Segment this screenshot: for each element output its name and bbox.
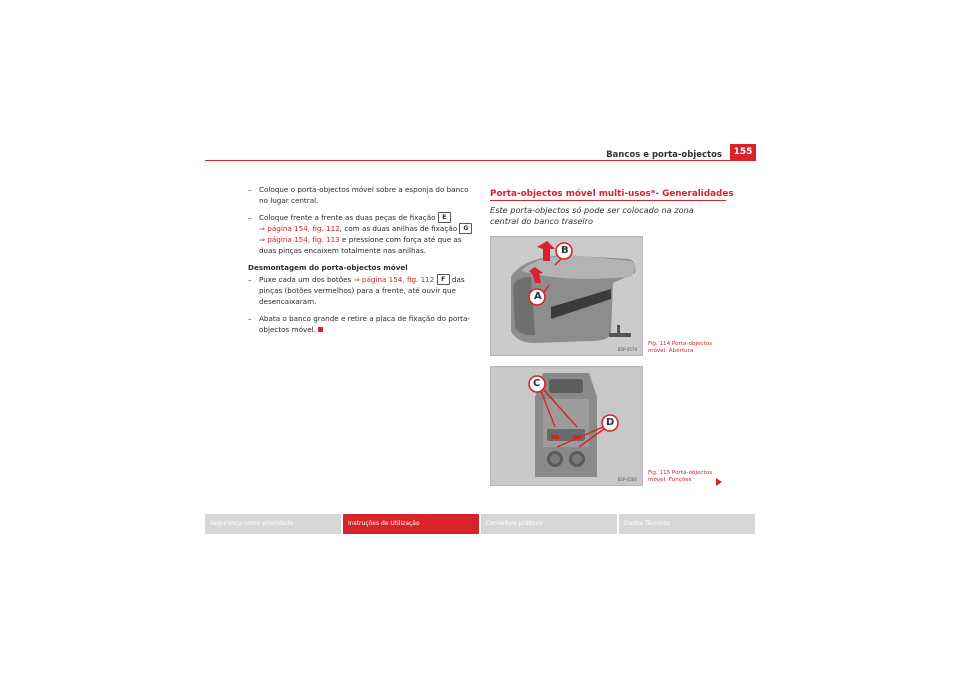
figure-callout-c: C [533,378,541,389]
tab-instrucoes[interactable]: Instruções de Utilização [343,514,479,534]
page-link[interactable]: ⇒ página 154, fig. 112 [259,224,340,233]
callout-badge-e: E [438,212,451,223]
section-intro: Este porta-objectos só pode ser colocado na zona central do banco traseiro [490,205,694,226]
armrest-top-view-illustration [491,367,642,485]
tab-seguranca[interactable]: Segurança como prioridade [205,514,341,534]
page-link[interactable]: ⇒ página 154, fig. 113 [259,235,340,244]
step-item: – Puxe cada um dos botões ⇒ página 154, fig. 112 F das pinças (botões vermelhos) para a frente, até ouvir que desencaixaram. [248,275,465,306]
figure-114-caption: Fig. 114 Porta-objectos móvel. Abertura [648,341,713,354]
figure-code: B5P-0579 [617,347,637,352]
instructions-column [248,184,476,341]
section-rule [490,200,726,201]
subheading: Desmontagem do porta-objectos móvel [248,263,408,272]
step-text: , com as duas anilhas de fixação [339,224,458,233]
step-text: Coloque o porta-objectos móvel sobre a esponja do banco no lugar central. [259,185,469,205]
step-text: e pressione com força até que as duas pinças encaixem totalmente nas anilhas. [259,235,462,255]
figure-code: B5P-0580 [617,477,637,482]
tab-conselhos[interactable]: Conselhos práticos [481,514,617,534]
tab-dados-tecnicos[interactable]: Dados Técnicos [619,514,755,534]
page-number: 155 [730,144,756,160]
step-text: Puxe cada um dos botões [259,275,354,284]
step-item: – Coloque o porta-objectos móvel sobre a esponja do banco no lugar central. [248,185,469,205]
figure-115-image [490,366,643,486]
figure-115-caption: Fig. 115 Porta-objectos móvel. Funções [648,470,713,483]
step-item: – Abata o banco grande e retire a placa de fixação do porta-objectos móvel. [248,314,470,334]
page-link[interactable]: ⇒ página 154, fig. 112 [353,275,435,284]
step-item: – Coloque frente a frente as duas peças de fixação E ⇒ página 154, fig. 112, com as duas anilhas de fixação G ⇒ página 154, fig. 113 e pressione com força até que as duas pinças encaixem totalmente nas anilhas. [248,212,476,256]
step-text: Abata o banco grande e retire a placa de fixação do porta-objectos móvel. [259,314,470,334]
callout-badge-g: G [459,223,472,234]
step-text: Coloque frente a frente as duas peças de fixação [259,213,436,222]
step-text: das pinças (botões vermelhos) para a frente, até ouvir que desencaixaram. [259,275,465,306]
figure-callout-d: D [606,417,615,428]
continue-arrow-icon [716,478,722,486]
callout-badge-f: F [437,274,450,285]
figure-114-image [490,236,643,356]
figure-callout-a: A [534,291,542,302]
section-title: Porta-objectos móvel multi-usos*- Generalidades [490,189,734,199]
figure-callout-b: B [561,245,569,256]
section-end-icon [318,327,323,332]
header-rule [205,160,756,161]
running-header-title: Bancos e porta-objectos [606,150,722,160]
